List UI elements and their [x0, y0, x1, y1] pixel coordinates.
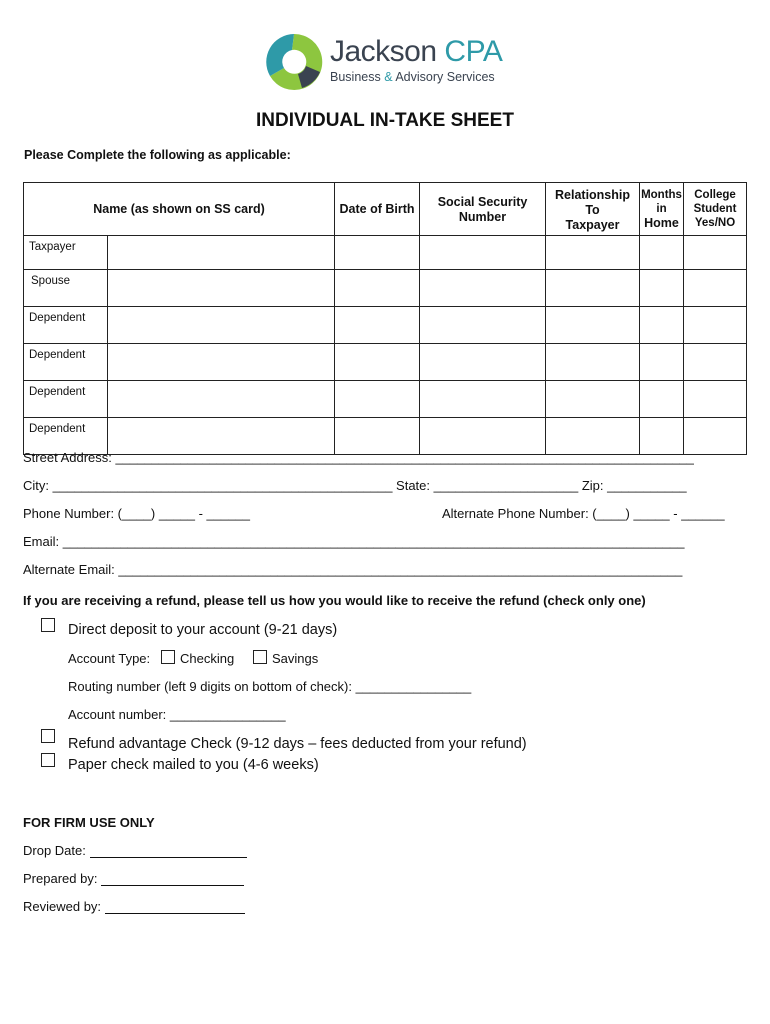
table-row [24, 418, 747, 455]
row-label: Dependent [24, 418, 108, 455]
instructions: Please Complete the following as applicable: [24, 148, 291, 162]
logo-tagline: Business & Advisory Services [330, 70, 495, 84]
header-relationship: Relationship To Taxpayer [546, 183, 640, 236]
header-name: Name (as shown on SS card) [24, 183, 335, 236]
refund-question: If you are receiving a refund, please tell us how you would like to receive the refund (check only one) [23, 593, 646, 608]
name-cell[interactable] [108, 270, 335, 307]
prepared-by-label: Prepared by: [23, 871, 98, 886]
drop-date-field[interactable] [90, 843, 247, 858]
name-cell[interactable] [108, 236, 335, 270]
savings-checkbox[interactable] [253, 650, 267, 664]
ssn-cell[interactable] [420, 307, 546, 344]
street-address-field[interactable]: Street Address: ________________________________________________________________________________ [23, 450, 694, 465]
college-cell[interactable] [684, 270, 747, 307]
ssn-cell[interactable] [420, 418, 546, 455]
table-row [24, 307, 747, 344]
alternate-email-field[interactable]: Alternate Email: ______________________________________________________________________________ [23, 562, 683, 577]
header-college-student: College Student Yes/NO [684, 183, 747, 236]
reviewed-by-row [23, 899, 245, 914]
page-title: INDIVIDUAL IN-TAKE SHEET [256, 110, 514, 131]
city-state-zip-field[interactable]: City: _______________________________________________ State: ____________________ Zip: ___________ [23, 478, 687, 493]
months-cell[interactable] [640, 418, 684, 455]
table-row [24, 270, 747, 307]
header-date-of-birth: Date of Birth [335, 183, 420, 236]
college-cell[interactable] [684, 236, 747, 270]
college-cell[interactable] [684, 344, 747, 381]
dob-cell[interactable] [335, 418, 420, 455]
months-cell[interactable] [640, 344, 684, 381]
people-table [23, 182, 747, 455]
dob-cell[interactable] [335, 344, 420, 381]
name-cell[interactable] [108, 307, 335, 344]
company-logo [262, 30, 512, 94]
ssn-cell[interactable] [420, 344, 546, 381]
dob-cell[interactable] [335, 307, 420, 344]
table-row [24, 344, 747, 381]
paper-check-checkbox[interactable] [41, 753, 55, 767]
phone-number-field[interactable]: Phone Number: (____) _____ - ______ [23, 506, 250, 521]
direct-deposit-label: Direct deposit to your account (9-21 days) [68, 622, 338, 638]
account-type-label: Account Type: [68, 651, 151, 666]
college-cell[interactable] [684, 381, 747, 418]
email-field[interactable]: Email: ______________________________________________________________________________________ [23, 534, 685, 549]
months-cell[interactable] [640, 381, 684, 418]
months-cell[interactable] [640, 270, 684, 307]
college-cell[interactable] [684, 418, 747, 455]
name-cell[interactable] [108, 344, 335, 381]
alternate-phone-field[interactable]: Alternate Phone Number: (____) _____ - ______ [442, 506, 725, 521]
reviewed-by-label: Reviewed by: [23, 899, 102, 914]
account-number-field[interactable]: Account number: ________________ [68, 707, 286, 722]
months-cell[interactable] [640, 236, 684, 270]
table-header-row [24, 183, 747, 236]
jackson-cpa-logo-icon [262, 30, 326, 94]
relationship-cell[interactable] [546, 344, 640, 381]
row-label: Dependent [24, 344, 108, 381]
logo-name: Jackson CPA [330, 35, 503, 68]
row-label: Taxpayer [24, 236, 108, 270]
drop-date-row [23, 843, 247, 858]
name-cell[interactable] [108, 381, 335, 418]
savings-label: Savings [272, 651, 319, 666]
table-row [24, 381, 747, 418]
refund-advantage-label: Refund advantage Check (9-12 days – fees deducted from your refund) [68, 736, 527, 752]
relationship-cell[interactable] [546, 236, 640, 270]
checking-checkbox[interactable] [161, 650, 175, 664]
dob-cell[interactable] [335, 381, 420, 418]
table-row [24, 236, 747, 270]
relationship-cell[interactable] [546, 307, 640, 344]
header-ssn: Social Security Number [420, 183, 546, 236]
name-cell[interactable] [108, 418, 335, 455]
dob-cell[interactable] [335, 270, 420, 307]
ssn-cell[interactable] [420, 236, 546, 270]
relationship-cell[interactable] [546, 270, 640, 307]
relationship-cell[interactable] [546, 381, 640, 418]
prepared-by-row [23, 871, 244, 886]
firm-use-heading: FOR FIRM USE ONLY [23, 815, 155, 830]
relationship-cell[interactable] [546, 418, 640, 455]
reviewed-by-field[interactable] [105, 899, 245, 914]
row-label: Dependent [24, 381, 108, 418]
ssn-cell[interactable] [420, 270, 546, 307]
header-months-in-home: Months in Home [640, 183, 684, 236]
logo-text [330, 36, 502, 84]
direct-deposit-checkbox[interactable] [41, 618, 55, 632]
months-cell[interactable] [640, 307, 684, 344]
row-label: Spouse [24, 270, 108, 307]
college-cell[interactable] [684, 307, 747, 344]
ssn-cell[interactable] [420, 381, 546, 418]
refund-advantage-checkbox[interactable] [41, 729, 55, 743]
paper-check-label: Paper check mailed to you (4-6 weeks) [68, 757, 319, 773]
routing-number-field[interactable]: Routing number (left 9 digits on bottom of check): ________________ [68, 679, 472, 694]
prepared-by-field[interactable] [101, 871, 244, 886]
dob-cell[interactable] [335, 236, 420, 270]
checking-label: Checking [180, 651, 235, 666]
drop-date-label: Drop Date: [23, 843, 86, 858]
row-label: Dependent [24, 307, 108, 344]
